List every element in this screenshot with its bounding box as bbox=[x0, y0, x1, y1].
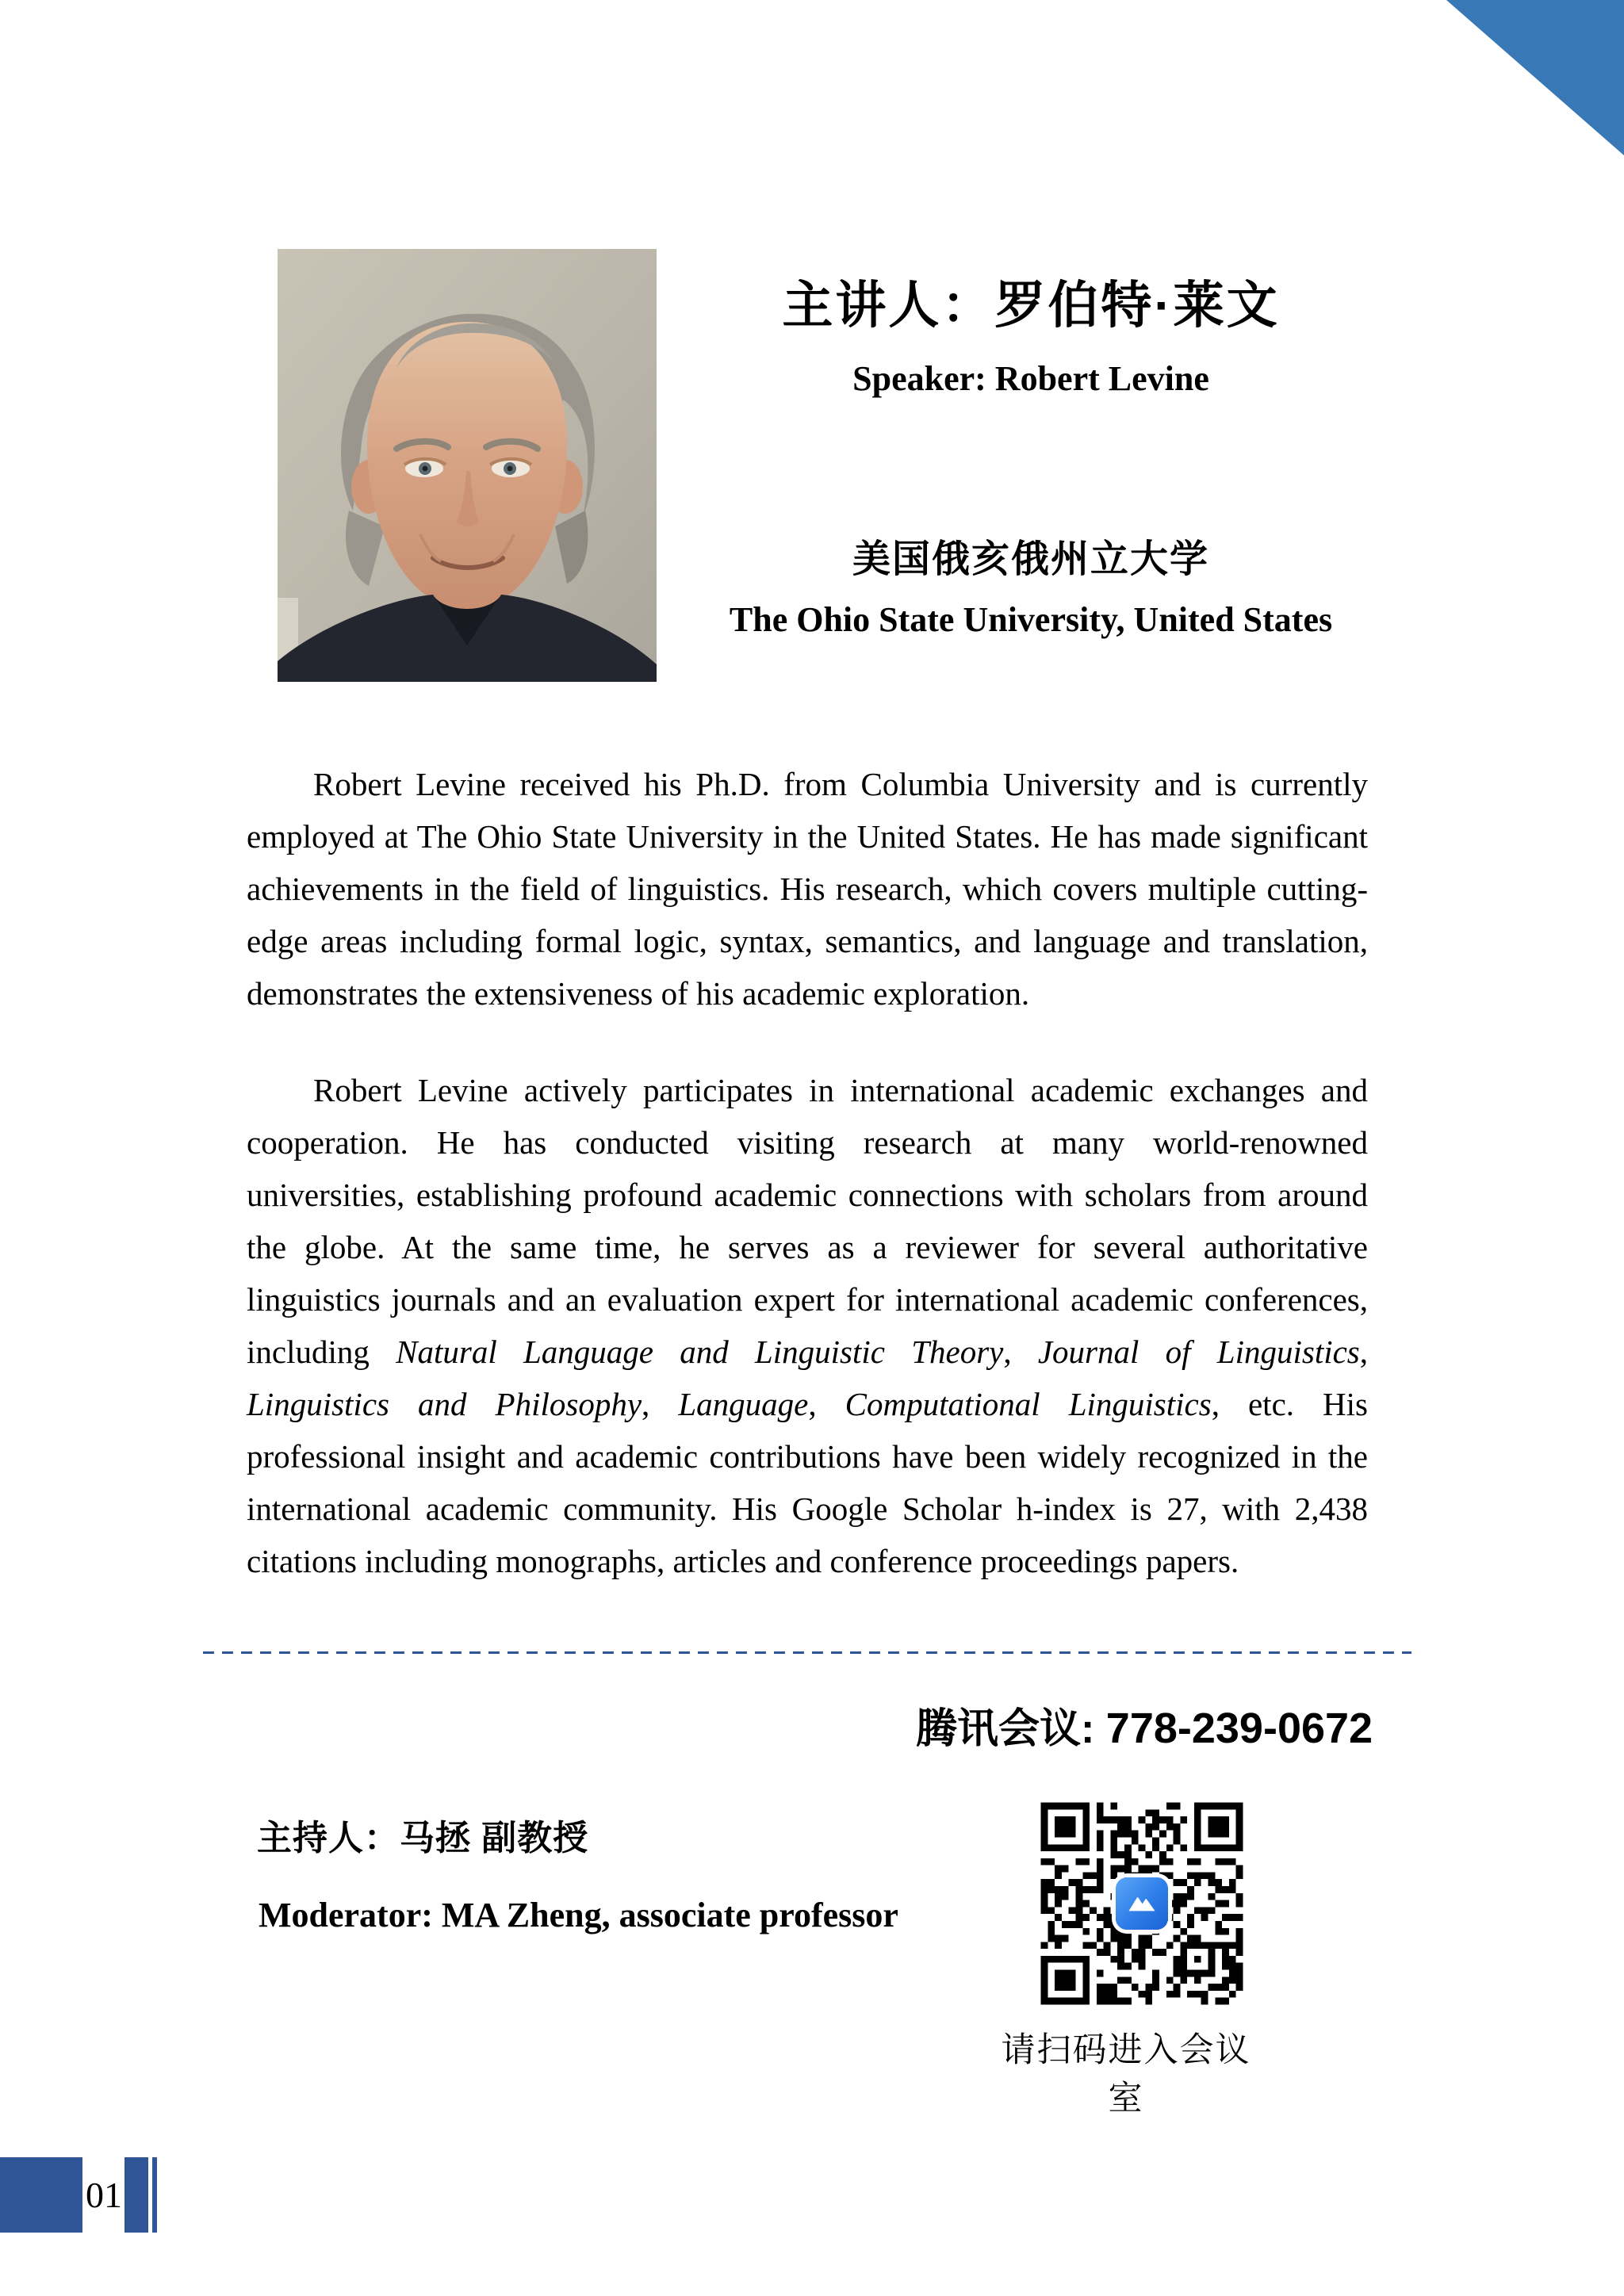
footer-bar-medium bbox=[124, 2157, 148, 2233]
meeting-id-line bbox=[916, 1695, 1373, 1755]
meeting-qr-code bbox=[1027, 1789, 1257, 2019]
bio-text-segment: , bbox=[1003, 1334, 1038, 1370]
tencent-meeting-logo-icon bbox=[1116, 1877, 1168, 1930]
journal-title: Language bbox=[678, 1386, 809, 1422]
meeting-id: 778-239-0672 bbox=[1105, 1705, 1373, 1752]
affiliation-en: The Ohio State University, United States bbox=[729, 600, 1333, 639]
meeting-label: 腾讯会议 bbox=[916, 1706, 1082, 1752]
bio-text-segment: , etc. His professional insight and academic contributions have been widely recognized in the international academic community. His Google Scholar h-index is 27, with 2,438 citations including monographs, articles and conference proceedings papers. bbox=[247, 1386, 1369, 1579]
biography-section bbox=[247, 758, 1368, 1587]
journal-title: Natural Language and Linguistic Theory bbox=[396, 1334, 1004, 1370]
speaker-title-en: Speaker: Robert Levine bbox=[852, 359, 1209, 398]
bio-text-segment: , bbox=[808, 1386, 845, 1422]
bio-paragraph-1: Robert Levine received his Ph.D. from Columbia University and is currently employed at The Ohio State University in the United States. He has made significant achievements in the field of linguistics. His research, which covers multiple cutting-edge areas including formal logic, syntax, semantics, and language and translation, demonstrates the extensiveness of his academic exploration. bbox=[247, 766, 1368, 1012]
bio-paragraph-2 bbox=[247, 1064, 1368, 1587]
journal-title: Computational Linguistics bbox=[845, 1386, 1212, 1422]
meeting-separator: : bbox=[1081, 1706, 1106, 1752]
portrait-illustration bbox=[278, 249, 657, 682]
speaker-title-cn: 主讲人：罗伯特·莱文 bbox=[782, 277, 1280, 334]
dashed-divider bbox=[203, 1651, 1411, 1654]
journal-title: Journal of Linguistics bbox=[1037, 1334, 1360, 1370]
speaker-photo bbox=[278, 249, 657, 682]
moderator-cn: 主持人：马拯 副教授 bbox=[257, 1819, 589, 1858]
corner-triangle-decoration bbox=[1446, 0, 1624, 155]
moderator-en: Moderator: MA Zheng, associate professor bbox=[259, 1896, 898, 1934]
qr-caption: 请扫码进入会议室 bbox=[1001, 2032, 1251, 2118]
footer-bar-large bbox=[0, 2157, 82, 2233]
bio-text-segment: , bbox=[642, 1386, 679, 1422]
journal-title: Linguistics and Philosophy bbox=[247, 1386, 642, 1422]
bio-text-segment: Robert Levine actively participates in international academic exchanges and cooperation. He has conducted visiting research at many world-renowned universities, establishing profound academic connections with scholars from around the globe. At the same time, he serves as a reviewer for several authoritative linguistics journals and an evaluation expert for international academic conferences, including bbox=[247, 1072, 1368, 1370]
footer-bar-thin bbox=[152, 2157, 157, 2233]
bio-text-segment: , bbox=[1359, 1334, 1369, 1370]
page-number: 01 bbox=[86, 2175, 122, 2215]
affiliation-cn: 美国俄亥俄州立大学 bbox=[852, 538, 1209, 580]
mountain-icon bbox=[1124, 1885, 1160, 1922]
